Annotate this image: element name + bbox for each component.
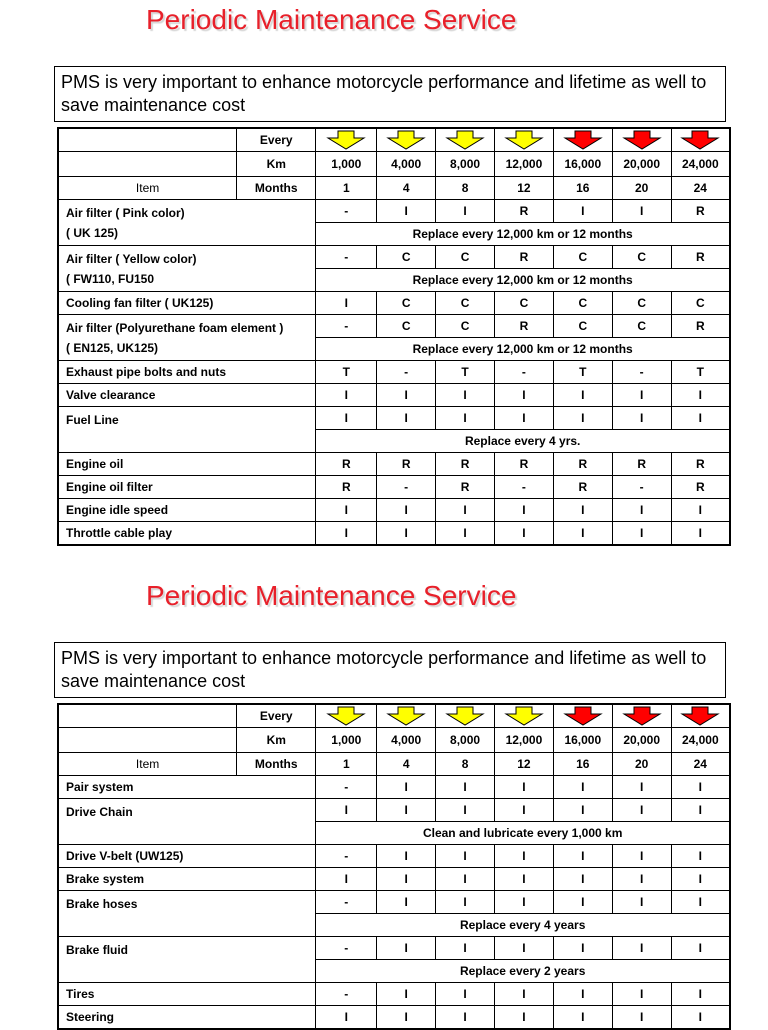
interval-arrow-cell [612, 128, 671, 152]
service-code: C [377, 246, 436, 269]
service-code: - [316, 937, 377, 960]
service-code: I [377, 776, 436, 799]
months-label: Months [237, 753, 316, 776]
item-name-line: Air filter ( Pink color) [66, 206, 185, 220]
months-value: 16 [553, 177, 612, 200]
maintenance-table [57, 703, 731, 1030]
service-code: - [316, 891, 377, 914]
service-code: I [436, 200, 495, 223]
item-name [58, 799, 316, 845]
service-code: R [671, 476, 730, 499]
service-code: I [494, 868, 553, 891]
page-title: Periodic Maintenance Service [146, 580, 517, 611]
service-code: I [377, 937, 436, 960]
item-name [58, 361, 316, 384]
pms-importance-note: PMS is very important to enhance motorcycle performance and lifetime as well to save maintenance cost [54, 642, 726, 698]
header-blank-cell [58, 728, 237, 753]
interval-arrow-cell [671, 704, 730, 728]
header-km-row [58, 152, 730, 177]
interval-arrow-cell [612, 704, 671, 728]
item-name-line: Pair system [66, 780, 134, 794]
service-code: I [377, 891, 436, 914]
service-code: I [494, 891, 553, 914]
service-code: R [494, 246, 553, 269]
service-code: I [494, 776, 553, 799]
service-code: - [316, 845, 377, 868]
table-row [58, 1006, 730, 1030]
km-value: 12,000 [494, 728, 553, 753]
every-label: Every [237, 704, 316, 728]
service-code: I [494, 983, 553, 1006]
item-name-line: Throttle cable play [66, 526, 173, 540]
service-code: I [494, 937, 553, 960]
down-arrow-icon-yellow [503, 130, 545, 150]
service-code: I [671, 499, 730, 522]
service-code: T [316, 361, 377, 384]
interval-arrow-cell [553, 704, 612, 728]
km-value: 8,000 [436, 152, 495, 177]
service-code: - [316, 246, 377, 269]
service-code: I [494, 407, 553, 430]
km-value: 1,000 [316, 152, 377, 177]
header-every-row [58, 128, 730, 152]
down-arrow-icon-yellow [325, 130, 367, 150]
months-value: 16 [553, 753, 612, 776]
down-arrow-icon-red [621, 130, 663, 150]
item-name-line: Engine oil filter [66, 480, 153, 494]
replacement-note: Replace every 4 years [316, 914, 730, 937]
down-arrow-icon-yellow [385, 706, 427, 726]
service-code: I [436, 937, 495, 960]
service-code: I [553, 937, 612, 960]
table-row [58, 891, 730, 914]
down-arrow-icon-red [562, 130, 604, 150]
service-code: I [494, 845, 553, 868]
item-name-line: ( FW110, FU150 [66, 272, 155, 286]
interval-arrow-cell [553, 128, 612, 152]
interval-arrow-cell [316, 128, 377, 152]
interval-arrow-cell [494, 128, 553, 152]
item-name-line: Air filter (Polyurethane foam element ) [66, 321, 284, 335]
table-row [58, 845, 730, 868]
service-code: I [377, 499, 436, 522]
km-value: 16,000 [553, 152, 612, 177]
service-code: I [436, 384, 495, 407]
service-code: I [671, 1006, 730, 1030]
table-row [58, 384, 730, 407]
km-value: 24,000 [671, 728, 730, 753]
months-value: 8 [436, 753, 495, 776]
service-code: I [553, 891, 612, 914]
service-code: I [316, 1006, 377, 1030]
service-code: C [377, 315, 436, 338]
service-code: I [553, 522, 612, 546]
service-code: I [671, 983, 730, 1006]
service-code: I [553, 868, 612, 891]
down-arrow-icon-yellow [503, 706, 545, 726]
service-code: - [377, 361, 436, 384]
table-row [58, 476, 730, 499]
service-code: I [671, 522, 730, 546]
service-code: - [316, 315, 377, 338]
down-arrow-icon-yellow [444, 130, 486, 150]
item-name [58, 407, 316, 453]
service-code: I [494, 799, 553, 822]
service-code: I [436, 522, 495, 546]
service-code: I [377, 845, 436, 868]
service-code: I [671, 799, 730, 822]
service-code: I [436, 891, 495, 914]
interval-arrow-cell [671, 128, 730, 152]
service-code: I [316, 522, 377, 546]
item-name [58, 499, 316, 522]
page-title: Periodic Maintenance Service [146, 4, 517, 35]
table-row [58, 776, 730, 799]
item-name-line: Brake hoses [66, 897, 138, 911]
interval-arrow-cell [436, 704, 495, 728]
maintenance-table [57, 127, 731, 546]
item-name-line: Cooling fan filter ( UK125) [66, 296, 214, 310]
service-code: R [494, 200, 553, 223]
service-code: R [553, 453, 612, 476]
interval-arrow-cell [494, 704, 553, 728]
service-code: I [612, 499, 671, 522]
service-code: I [612, 983, 671, 1006]
service-code: I [377, 522, 436, 546]
item-name [58, 1006, 316, 1030]
header-blank-cell [58, 152, 237, 177]
service-code: R [553, 476, 612, 499]
item-name-line: Engine idle speed [66, 503, 169, 517]
service-code: - [612, 476, 671, 499]
item-name [58, 891, 316, 937]
item-name [58, 476, 316, 499]
item-name [58, 937, 316, 983]
km-value: 20,000 [612, 152, 671, 177]
service-code: - [612, 361, 671, 384]
service-code: C [671, 292, 730, 315]
service-code: I [494, 522, 553, 546]
months-value: 20 [612, 753, 671, 776]
service-code: I [494, 384, 553, 407]
months-value: 8 [436, 177, 495, 200]
service-code: I [671, 891, 730, 914]
service-code: C [612, 246, 671, 269]
item-name-line: ( EN125, UK125) [66, 341, 159, 355]
service-code: R [436, 453, 495, 476]
service-code: R [671, 246, 730, 269]
service-code: - [377, 476, 436, 499]
service-code: R [316, 453, 377, 476]
item-name [58, 384, 316, 407]
service-code: I [316, 799, 377, 822]
service-code: I [553, 384, 612, 407]
service-code: I [612, 522, 671, 546]
service-code: I [377, 407, 436, 430]
service-code: - [494, 361, 553, 384]
service-code: I [612, 891, 671, 914]
header-blank-cell [58, 128, 237, 152]
service-code: - [316, 200, 377, 223]
item-column-header: Item [58, 177, 237, 200]
down-arrow-icon-red [621, 706, 663, 726]
service-code: I [612, 868, 671, 891]
km-value: 20,000 [612, 728, 671, 753]
service-code: I [316, 868, 377, 891]
item-name-line: Drive V-belt (UW125) [66, 849, 184, 863]
months-value: 12 [494, 753, 553, 776]
table-row [58, 361, 730, 384]
pms-importance-note: PMS is very important to enhance motorcycle performance and lifetime as well to save maintenance cost [54, 66, 726, 122]
service-code: I [553, 407, 612, 430]
months-value: 24 [671, 753, 730, 776]
item-name [58, 200, 316, 246]
service-code: R [671, 453, 730, 476]
service-code: I [671, 937, 730, 960]
service-code: I [612, 776, 671, 799]
table-row [58, 799, 730, 822]
service-code: R [316, 476, 377, 499]
months-value: 4 [377, 177, 436, 200]
service-code: I [377, 868, 436, 891]
table-row [58, 983, 730, 1006]
item-name-line: Tires [66, 987, 95, 1001]
table-row [58, 407, 730, 430]
header-months-row [58, 177, 730, 200]
interval-arrow-cell [377, 704, 436, 728]
service-code: I [612, 407, 671, 430]
service-code: R [612, 453, 671, 476]
service-code: C [553, 292, 612, 315]
item-name [58, 292, 316, 315]
down-arrow-icon-yellow [325, 706, 367, 726]
service-code: I [377, 799, 436, 822]
service-code: R [436, 476, 495, 499]
service-code: I [671, 868, 730, 891]
item-name-line: Air filter ( Yellow color) [66, 252, 197, 266]
table-row [58, 292, 730, 315]
service-code: I [671, 845, 730, 868]
service-code: I [377, 983, 436, 1006]
item-name [58, 845, 316, 868]
down-arrow-icon-yellow [444, 706, 486, 726]
service-code: - [494, 476, 553, 499]
km-value: 16,000 [553, 728, 612, 753]
km-value: 1,000 [316, 728, 377, 753]
service-code: R [494, 453, 553, 476]
table-row [58, 868, 730, 891]
service-code: R [671, 315, 730, 338]
service-code: I [612, 937, 671, 960]
interval-arrow-cell [436, 128, 495, 152]
service-code: I [612, 1006, 671, 1030]
km-value: 4,000 [377, 152, 436, 177]
service-code: - [316, 776, 377, 799]
down-arrow-icon-red [679, 130, 721, 150]
service-code: I [436, 407, 495, 430]
service-code: I [436, 499, 495, 522]
service-code: C [612, 292, 671, 315]
service-code: I [612, 384, 671, 407]
header-every-row [58, 704, 730, 728]
service-code: C [377, 292, 436, 315]
months-value: 4 [377, 753, 436, 776]
km-value: 4,000 [377, 728, 436, 753]
km-value: 24,000 [671, 152, 730, 177]
km-value: 12,000 [494, 152, 553, 177]
item-name [58, 246, 316, 292]
km-value: 8,000 [436, 728, 495, 753]
months-value: 24 [671, 177, 730, 200]
item-name [58, 868, 316, 891]
service-code: I [436, 983, 495, 1006]
item-name-line: Valve clearance [66, 388, 156, 402]
months-value: 1 [316, 177, 377, 200]
replacement-note: Replace every 12,000 km or 12 months [316, 269, 730, 292]
service-code: I [316, 407, 377, 430]
down-arrow-icon-yellow [385, 130, 427, 150]
item-name [58, 315, 316, 361]
service-code: I [612, 845, 671, 868]
service-code: C [436, 315, 495, 338]
service-code: C [436, 246, 495, 269]
service-code: I [553, 200, 612, 223]
service-code: C [436, 292, 495, 315]
service-code: I [436, 1006, 495, 1030]
service-code: I [377, 384, 436, 407]
item-name-line: Exhaust pipe bolts and nuts [66, 365, 227, 379]
service-code: I [553, 1006, 612, 1030]
down-arrow-icon-red [679, 706, 721, 726]
replacement-note: Clean and lubricate every 1,000 km [316, 822, 730, 845]
replacement-note: Replace every 4 yrs. [316, 430, 730, 453]
months-value: 20 [612, 177, 671, 200]
replacement-note: Replace every 12,000 km or 12 months [316, 223, 730, 246]
service-code: I [671, 407, 730, 430]
replacement-note: Replace every 12,000 km or 12 months [316, 338, 730, 361]
header-blank-cell [58, 704, 237, 728]
service-code: T [553, 361, 612, 384]
service-code: R [494, 315, 553, 338]
service-code: I [553, 776, 612, 799]
service-code: C [553, 315, 612, 338]
service-code: I [377, 200, 436, 223]
interval-arrow-cell [316, 704, 377, 728]
table-row [58, 315, 730, 338]
item-name-line: Steering [66, 1010, 115, 1024]
item-name-line: Brake fluid [66, 943, 129, 957]
down-arrow-icon-red [562, 706, 604, 726]
item-name [58, 522, 316, 546]
service-code: I [671, 776, 730, 799]
every-label: Every [237, 128, 316, 152]
service-code: I [436, 868, 495, 891]
item-name [58, 983, 316, 1006]
service-code: I [671, 384, 730, 407]
item-name-line: Drive Chain [66, 805, 133, 819]
item-name [58, 453, 316, 476]
table-row [58, 200, 730, 223]
service-code: T [671, 361, 730, 384]
item-name [58, 776, 316, 799]
interval-arrow-cell [377, 128, 436, 152]
table-row [58, 246, 730, 269]
item-column-header: Item [58, 753, 237, 776]
service-code: C [553, 246, 612, 269]
table-row [58, 937, 730, 960]
service-code: C [494, 292, 553, 315]
service-code: I [494, 1006, 553, 1030]
item-name-line: Engine oil [66, 457, 124, 471]
header-km-row [58, 728, 730, 753]
months-label: Months [237, 177, 316, 200]
service-code: R [671, 200, 730, 223]
service-code: I [553, 845, 612, 868]
service-code: I [612, 200, 671, 223]
service-code: R [377, 453, 436, 476]
service-code: I [553, 499, 612, 522]
months-value: 12 [494, 177, 553, 200]
header-months-row [58, 753, 730, 776]
service-code: I [316, 499, 377, 522]
table-row [58, 453, 730, 476]
service-code: I [494, 499, 553, 522]
km-label: Km [237, 152, 316, 177]
item-name-line: Fuel Line [66, 413, 119, 427]
table-row [58, 499, 730, 522]
replacement-note: Replace every 2 years [316, 960, 730, 983]
table-row [58, 522, 730, 546]
service-code: I [553, 983, 612, 1006]
item-name-line: ( UK 125) [66, 226, 119, 240]
service-code: I [316, 292, 377, 315]
service-code: I [553, 799, 612, 822]
item-name-line: Brake system [66, 872, 145, 886]
service-code: I [436, 845, 495, 868]
km-label: Km [237, 728, 316, 753]
months-value: 1 [316, 753, 377, 776]
service-code: I [436, 776, 495, 799]
service-code: I [612, 799, 671, 822]
service-code: - [316, 983, 377, 1006]
service-code: I [436, 799, 495, 822]
service-code: I [316, 384, 377, 407]
service-code: I [377, 1006, 436, 1030]
service-code: C [612, 315, 671, 338]
service-code: T [436, 361, 495, 384]
